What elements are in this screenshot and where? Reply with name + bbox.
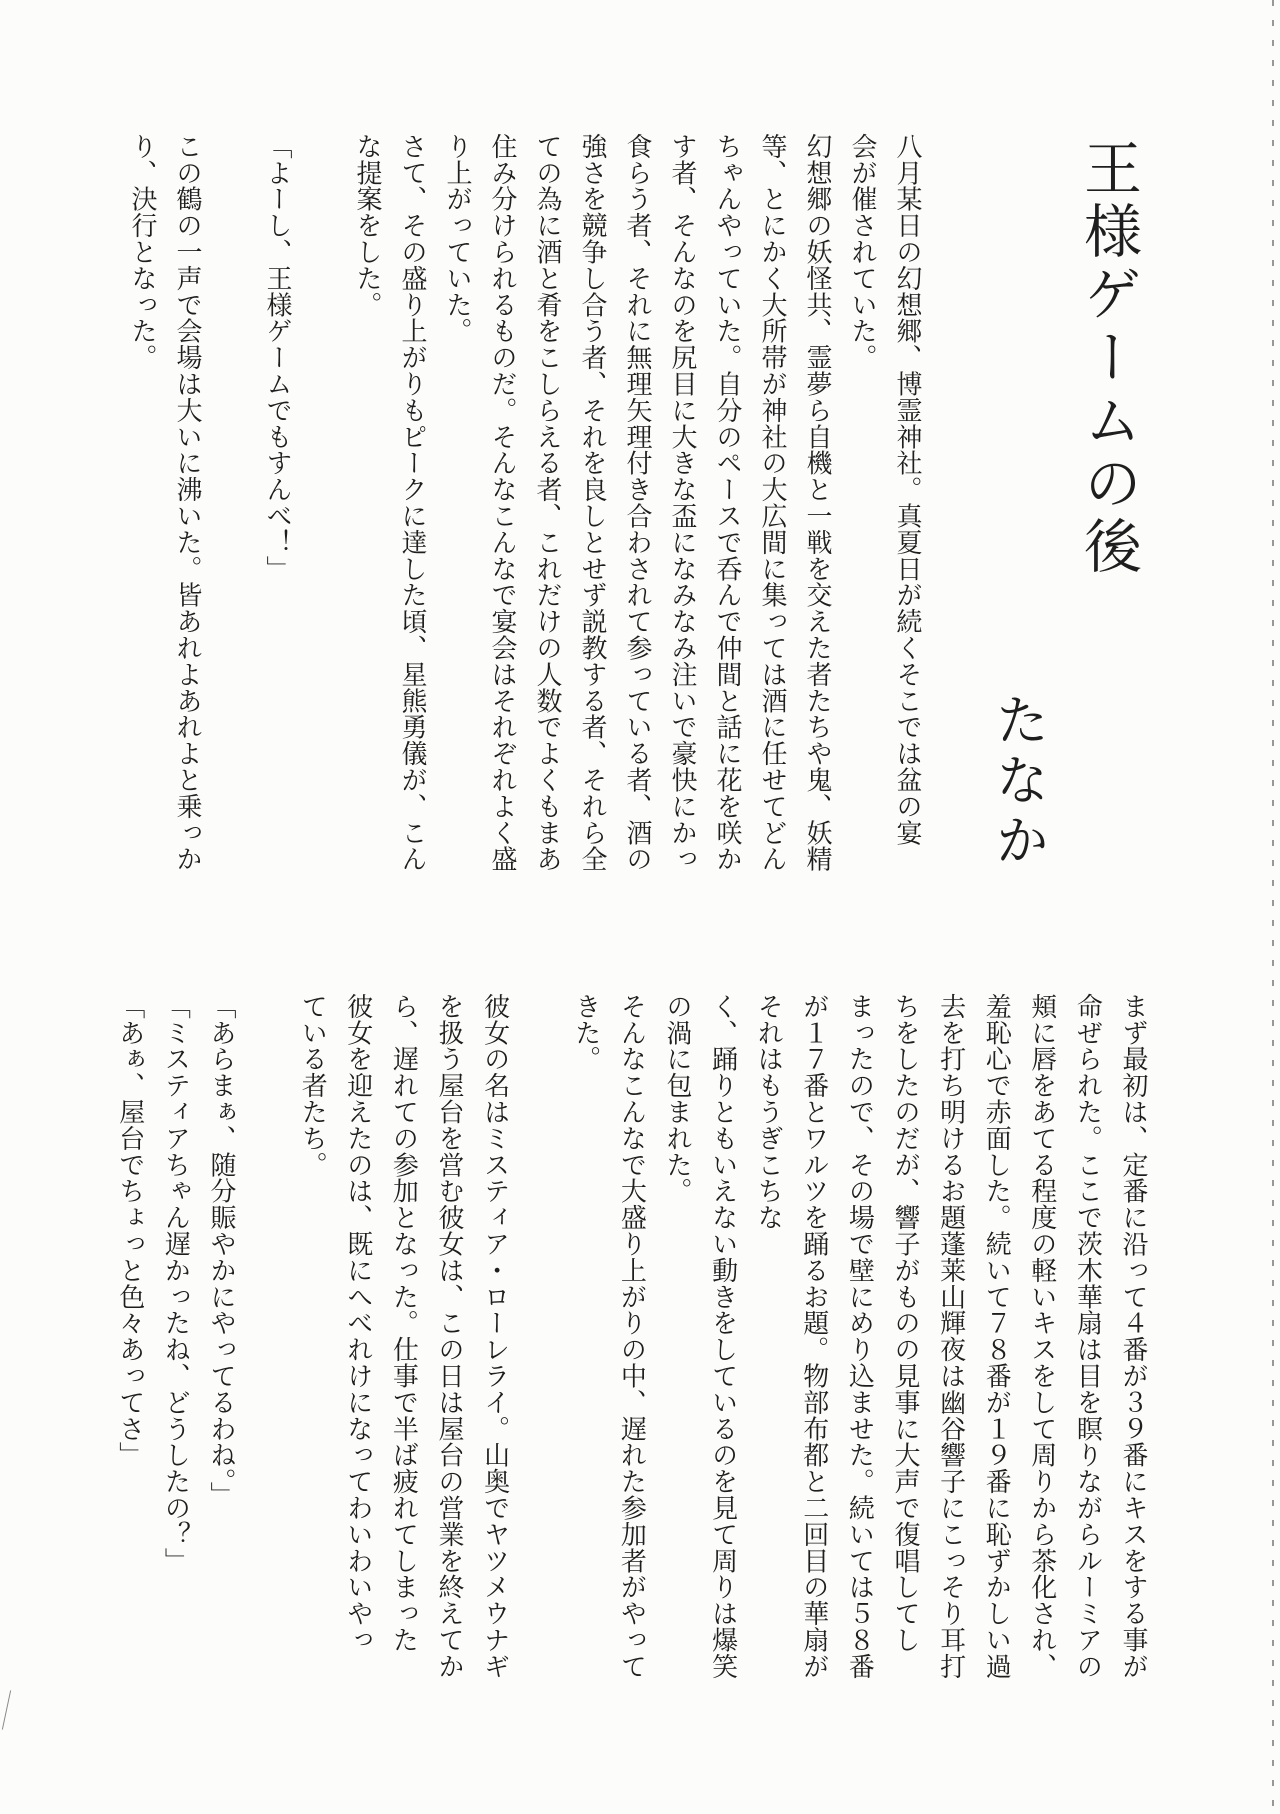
text-line: 命ぜられた。ここで茨木華扇は目を瞑りながらルーミアの [1072, 993, 1103, 1680]
text-line: が１７番とワルツを踊るお題。物部布都と二回目の華扇が [798, 993, 829, 1680]
text-line: まず最初は、定番に沿って４番が３９番にキスをする事が [1118, 993, 1148, 1680]
author-name: たなか [987, 692, 1050, 872]
text-line: り上がっていた。 [442, 133, 472, 345]
text-line: ての為に酒と肴をこしらえる者、これだけの人数でよくもまあ [532, 133, 562, 873]
page-edge [1272, 0, 1274, 1814]
text-line: く、踊りともいえない動きをしているのを見て周りは爆笑 [707, 993, 738, 1680]
story-title: 王様ゲームの後 [1074, 138, 1142, 579]
text-line: の渦に包まれた。 [662, 993, 692, 1205]
text-line: す者、そんなのを尻目に大きな盃になみなみ注いで豪快にかっ [667, 133, 697, 873]
text-line: この鶴の一声で会場は大いに沸いた。皆あれよあれよと乗っか [172, 133, 202, 873]
text-line: きた。 [570, 993, 601, 1073]
text-line: 頬に唇をあてる程度の軽いキスをして周りから茶化され、 [1026, 993, 1057, 1680]
text-line: 「あらまぁ、随分賑やかにやってるわね。」 [206, 993, 236, 1508]
text-line: ら、遅れての参加となった。仕事で半ば疲れてしまった [388, 993, 419, 1653]
text-line: な提案をした。 [352, 133, 382, 318]
text-line: 住み分けられるものだ。そんなこんなで宴会はそれぞれよく盛 [487, 133, 517, 873]
text-line: それはもうぎこちな [753, 993, 784, 1231]
text-line: 会が催されていた。 [847, 133, 877, 371]
scan-mark [2, 1690, 11, 1729]
text-line: を扱う屋台を営む彼女は、この日は屋台の営業を終えてか [434, 993, 464, 1680]
text-line: 強さを競争し合う者、それを良しとせず説教する者、それら全 [577, 133, 607, 873]
text-line: り、決行となった。 [127, 133, 157, 371]
text-line: まったので、その場で壁にめり込ませた。続いては５８番 [844, 993, 875, 1680]
text-line: 幻想郷の妖怪共、霊夢ら自機と一戦を交えた者たちや鬼、妖精 [802, 133, 832, 873]
text-line: さて、その盛り上がりもピークに達した頃、星熊勇儀が、こん [397, 133, 427, 873]
text-line: 彼女の名はミスティア・ローレライ。山奥でヤツメウナギ [479, 993, 510, 1680]
text-line: 食らう者、それに無理矢理付き合わされて参っている者、酒の [622, 133, 652, 873]
text-line: ちをしたのだが、響子がものの見事に大声で復唱してし [890, 993, 920, 1653]
text-line: 等、とにかく大所帯が神社の大広間に集っては酒に任せてどん [757, 133, 787, 873]
text-line: そんなこんなで大盛り上がりの中、遅れた参加者がやって [616, 993, 647, 1680]
text-line: ている者たち。 [297, 993, 328, 1178]
text-line: 羞恥心で赤面した。続いて７８番が１９番に恥ずかしい過 [981, 993, 1012, 1680]
text-line: ちゃんやっていた。自分のペースで呑んで仲間と話に花を咲か [712, 133, 742, 873]
text-line: 「よーし、王様ゲームでもすんべ！」 [262, 133, 292, 582]
text-line: 「ミスティアちゃん遅かったね、どうしたの？」 [160, 993, 191, 1574]
text-line: 去を打ち明けるお題蓬莱山輝夜は幽谷響子にこっそり耳打 [935, 993, 966, 1680]
text-line: 「あぁ、屋台でちょっと色々あってさ」 [114, 993, 145, 1469]
text-line: 八月某日の幻想郷、博霊神社。真夏日が続くそこでは盆の宴 [892, 133, 922, 846]
text-line: 彼女を迎えたのは、既にへべれけになってわいわいやっ [342, 993, 373, 1653]
